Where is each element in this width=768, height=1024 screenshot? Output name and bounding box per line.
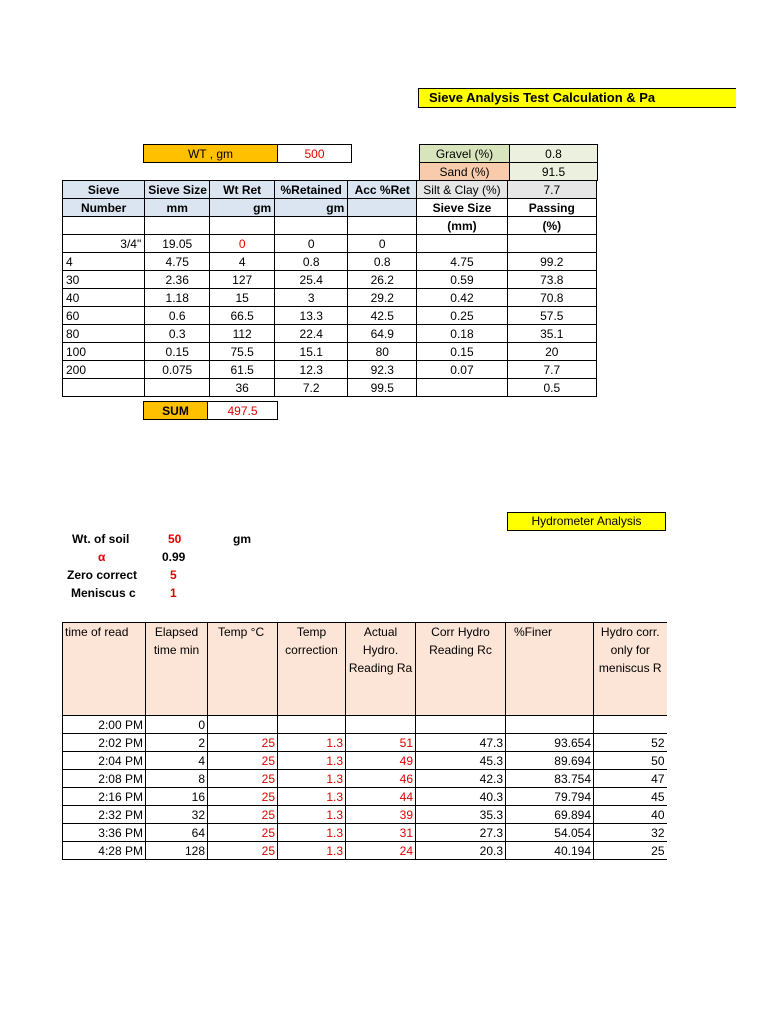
sieve-header-row-1 xyxy=(63,181,597,199)
hydro-temp-cell[interactable]: 25 xyxy=(208,806,278,824)
sieve-row xyxy=(63,343,597,361)
sand-value[interactable]: 91.5 xyxy=(510,163,598,181)
hydrometer-row xyxy=(63,824,667,842)
sieve-acc-cell[interactable]: 29.2 xyxy=(348,289,417,307)
sieve-number-cell[interactable]: 4 xyxy=(63,253,145,271)
param-label-zero-correct: Zero correct xyxy=(67,568,138,582)
sieve-table xyxy=(62,180,597,397)
sieve-passing-cell[interactable]: 57.5 xyxy=(507,307,596,325)
sum-value[interactable]: 497.5 xyxy=(208,402,278,420)
sieve-ret-cell[interactable]: 0.8 xyxy=(275,253,348,271)
sieve-psize-cell[interactable]: 0.07 xyxy=(417,361,507,379)
header-cell: Temp °C xyxy=(208,623,278,716)
hydro-finer-cell[interactable]: 93.654 xyxy=(506,734,594,752)
hydro-ra-cell[interactable]: 31 xyxy=(346,824,416,842)
sieve-number-cell[interactable]: 80 xyxy=(63,325,145,343)
header-cell: %Finer xyxy=(506,623,594,716)
sieve-wt-cell[interactable]: 36 xyxy=(210,379,275,397)
sieve-size-cell[interactable]: 2.36 xyxy=(145,271,210,289)
sieve-number-cell[interactable]: 100 xyxy=(63,343,145,361)
sieve-wt-cell[interactable]: 75.5 xyxy=(210,343,275,361)
silt-clay-label: Silt & Clay (%) xyxy=(417,181,507,199)
param-value-zero-correct[interactable]: 5 xyxy=(170,568,177,582)
sieve-ret-cell[interactable]: 22.4 xyxy=(275,325,348,343)
hydrometer-row xyxy=(63,734,667,752)
hydro-ra-cell[interactable]: 44 xyxy=(346,788,416,806)
empty-cell xyxy=(63,217,145,235)
sieve-passing-cell[interactable]: 0.5 xyxy=(507,379,596,397)
param-unit-wt-soil: gm xyxy=(233,532,251,546)
hydro-r-cell[interactable] xyxy=(594,716,667,734)
sieve-header-row-2 xyxy=(63,199,597,217)
hydrometer-table xyxy=(62,622,667,860)
sand-label: Sand (%) xyxy=(420,163,510,181)
hydro-ra-cell[interactable]: 49 xyxy=(346,752,416,770)
empty-cell xyxy=(145,217,210,235)
hydro-time-cell[interactable]: 2:16 PM xyxy=(63,788,146,806)
sieve-wt-cell[interactable]: 127 xyxy=(210,271,275,289)
hydro-temp-cell[interactable]: 25 xyxy=(208,842,278,860)
sieve-size-cell[interactable] xyxy=(145,379,210,397)
empty-cell xyxy=(210,217,275,235)
header-cell: Corr Hydro Reading Rc xyxy=(416,623,506,716)
hydro-time-cell[interactable]: 2:32 PM xyxy=(63,806,146,824)
hydro-rc-cell[interactable]: 27.3 xyxy=(416,824,506,842)
hydro-finer-cell[interactable]: 89.694 xyxy=(506,752,594,770)
hydro-elapsed-cell[interactable]: 0 xyxy=(146,716,208,734)
sieve-acc-cell[interactable]: 26.2 xyxy=(348,271,417,289)
sieve-acc-cell[interactable]: 92.3 xyxy=(348,361,417,379)
sieve-row xyxy=(63,253,597,271)
sieve-row xyxy=(63,289,597,307)
hydro-elapsed-cell[interactable]: 128 xyxy=(146,842,208,860)
sieve-psize-cell[interactable]: 0.42 xyxy=(417,289,507,307)
silt-clay-value[interactable]: 7.7 xyxy=(507,181,596,199)
sieve-ret-cell[interactable]: 25.4 xyxy=(275,271,348,289)
param-value-alpha[interactable]: 0.99 xyxy=(162,550,186,564)
hydro-elapsed-cell[interactable]: 2 xyxy=(146,734,208,752)
hydrometer-header-row xyxy=(63,623,667,716)
sieve-size-cell[interactable]: 0.075 xyxy=(145,361,210,379)
hydro-time-cell[interactable]: 2:04 PM xyxy=(63,752,146,770)
sieve-row xyxy=(63,379,597,397)
hydro-tcorr-cell[interactable]: 1.3 xyxy=(278,770,346,788)
sieve-row xyxy=(63,325,597,343)
sieve-acc-cell[interactable]: 80 xyxy=(348,343,417,361)
sieve-size-cell[interactable]: 0.15 xyxy=(145,343,210,361)
hydro-temp-cell[interactable]: 25 xyxy=(208,788,278,806)
header-cell: Elapsed time min xyxy=(146,623,208,716)
sieve-size-cell[interactable]: 0.6 xyxy=(145,307,210,325)
hydro-r-cell[interactable]: 50 xyxy=(594,752,667,770)
hydro-rc-cell[interactable]: 20.3 xyxy=(416,842,506,860)
sheet-title: Sieve Analysis Test Calculation & Pa xyxy=(418,88,736,108)
header-cell: Sieve xyxy=(63,181,145,199)
hydro-time-cell[interactable]: 4:28 PM xyxy=(63,842,146,860)
hydro-finer-cell[interactable]: 83.754 xyxy=(506,770,594,788)
sieve-psize-cell[interactable]: 0.59 xyxy=(417,271,507,289)
sieve-acc-cell[interactable]: 0.8 xyxy=(348,253,417,271)
hydro-rc-cell[interactable]: 35.3 xyxy=(416,806,506,824)
header-cell xyxy=(348,199,417,217)
header-cell: Sieve Size xyxy=(145,181,210,199)
sieve-number-cell[interactable]: 40 xyxy=(63,289,145,307)
header-cell: gm xyxy=(275,199,348,217)
sieve-acc-cell[interactable]: 0 xyxy=(348,235,417,253)
hydro-tcorr-cell[interactable]: 1.3 xyxy=(278,806,346,824)
sum-table xyxy=(143,401,278,420)
sieve-passing-cell[interactable] xyxy=(507,235,596,253)
hydro-time-cell[interactable]: 3:36 PM xyxy=(63,824,146,842)
header-cell: gm xyxy=(210,199,275,217)
hydro-rc-cell[interactable]: 40.3 xyxy=(416,788,506,806)
sieve-size-cell[interactable]: 19.05 xyxy=(145,235,210,253)
sieve-psize-cell[interactable]: 0.18 xyxy=(417,325,507,343)
hydro-r-cell[interactable]: 25 xyxy=(594,842,667,860)
sieve-number-cell[interactable]: 3/4" xyxy=(63,235,145,253)
sieve-passing-cell[interactable]: 73.8 xyxy=(507,271,596,289)
hydro-temp-cell[interactable]: 25 xyxy=(208,770,278,788)
sieve-number-cell[interactable]: 60 xyxy=(63,307,145,325)
header-cell: Acc %Ret xyxy=(348,181,417,199)
soil-summary-table xyxy=(419,144,598,181)
sieve-wt-cell[interactable]: 66.5 xyxy=(210,307,275,325)
wt-value[interactable]: 500 xyxy=(278,145,352,163)
hydro-rc-cell[interactable]: 47.3 xyxy=(416,734,506,752)
hydro-ra-cell[interactable] xyxy=(346,716,416,734)
hydro-ra-cell[interactable]: 39 xyxy=(346,806,416,824)
sieve-wt-cell[interactable]: 4 xyxy=(210,253,275,271)
hydro-time-cell[interactable]: 2:08 PM xyxy=(63,770,146,788)
sieve-ret-cell[interactable]: 12.3 xyxy=(275,361,348,379)
hydro-finer-cell[interactable]: 79.794 xyxy=(506,788,594,806)
header-cell: Passing xyxy=(507,199,596,217)
hydrometer-row xyxy=(63,788,667,806)
sieve-header-row-3 xyxy=(63,217,597,235)
sieve-ret-cell[interactable]: 0 xyxy=(275,235,348,253)
hydro-r-cell[interactable]: 47 xyxy=(594,770,667,788)
empty-cell xyxy=(348,217,417,235)
param-label-meniscus: Meniscus c xyxy=(71,586,136,600)
sieve-acc-cell[interactable]: 99.5 xyxy=(348,379,417,397)
hydro-rc-cell[interactable] xyxy=(416,716,506,734)
header-cell: Sieve Size xyxy=(417,199,507,217)
sieve-acc-cell[interactable]: 64.9 xyxy=(348,325,417,343)
hydro-finer-cell[interactable]: 40.194 xyxy=(506,842,594,860)
hydro-rc-cell[interactable]: 45.3 xyxy=(416,752,506,770)
param-value-meniscus[interactable]: 1 xyxy=(170,586,177,600)
hydro-elapsed-cell[interactable]: 64 xyxy=(146,824,208,842)
sieve-row xyxy=(63,235,597,253)
hydro-ra-cell[interactable]: 46 xyxy=(346,770,416,788)
hydrometer-title: Hydrometer Analysis xyxy=(507,512,666,531)
header-cell: Actual Hydro. Reading Ra xyxy=(346,623,416,716)
sieve-psize-cell[interactable] xyxy=(417,379,507,397)
sieve-psize-cell[interactable] xyxy=(417,235,507,253)
hydro-time-cell[interactable]: 2:02 PM xyxy=(63,734,146,752)
hydro-tcorr-cell[interactable]: 1.3 xyxy=(278,824,346,842)
sieve-number-cell[interactable] xyxy=(63,379,145,397)
hydro-tcorr-cell[interactable]: 1.3 xyxy=(278,842,346,860)
hydrometer-row xyxy=(63,770,667,788)
sieve-wt-cell[interactable]: 0 xyxy=(210,235,275,253)
sieve-wt-cell[interactable]: 61.5 xyxy=(210,361,275,379)
hydro-temp-cell[interactable]: 25 xyxy=(208,734,278,752)
hydro-r-cell[interactable]: 32 xyxy=(594,824,667,842)
header-cell: Number xyxy=(63,199,145,217)
hydro-tcorr-cell[interactable]: 1.3 xyxy=(278,734,346,752)
hydro-tcorr-cell[interactable] xyxy=(278,716,346,734)
sum-label: SUM xyxy=(144,402,208,420)
hydro-finer-cell[interactable] xyxy=(506,716,594,734)
header-cell: Hydro corr. only for meniscus R xyxy=(594,623,667,716)
hydro-elapsed-cell[interactable]: 16 xyxy=(146,788,208,806)
hydro-ra-cell[interactable]: 24 xyxy=(346,842,416,860)
sieve-ret-cell[interactable]: 7.2 xyxy=(275,379,348,397)
sieve-size-cell[interactable]: 0.3 xyxy=(145,325,210,343)
gravel-value[interactable]: 0.8 xyxy=(510,145,598,163)
sieve-passing-cell[interactable]: 7.7 xyxy=(507,361,596,379)
hydro-r-cell[interactable]: 52 xyxy=(594,734,667,752)
hydro-elapsed-cell[interactable]: 8 xyxy=(146,770,208,788)
gravel-label: Gravel (%) xyxy=(420,145,510,163)
hydrometer-row xyxy=(63,842,667,860)
hydro-temp-cell[interactable]: 25 xyxy=(208,752,278,770)
sieve-row xyxy=(63,307,597,325)
sieve-number-cell[interactable]: 200 xyxy=(63,361,145,379)
hydro-finer-cell[interactable]: 54.054 xyxy=(506,824,594,842)
hydro-finer-cell[interactable]: 69.894 xyxy=(506,806,594,824)
sieve-size-cell[interactable]: 4.75 xyxy=(145,253,210,271)
hydro-temp-cell[interactable]: 25 xyxy=(208,824,278,842)
sieve-row xyxy=(63,361,597,379)
hydro-tcorr-cell[interactable]: 1.3 xyxy=(278,752,346,770)
sieve-ret-cell[interactable]: 13.3 xyxy=(275,307,348,325)
header-cell: Wt Ret xyxy=(210,181,275,199)
header-cell: (%) xyxy=(507,217,596,235)
sieve-passing-cell[interactable]: 99.2 xyxy=(507,253,596,271)
hydro-rc-cell[interactable]: 42.3 xyxy=(416,770,506,788)
hydro-temp-cell[interactable] xyxy=(208,716,278,734)
sieve-psize-cell[interactable]: 0.25 xyxy=(417,307,507,325)
sieve-number-cell[interactable]: 30 xyxy=(63,271,145,289)
hydro-elapsed-cell[interactable]: 4 xyxy=(146,752,208,770)
header-cell: time of read xyxy=(63,623,146,716)
header-cell: (mm) xyxy=(417,217,507,235)
header-cell: Temp correction xyxy=(278,623,346,716)
hydrometer-row xyxy=(63,752,667,770)
header-cell: %Retained xyxy=(275,181,348,199)
hydro-r-cell[interactable]: 40 xyxy=(594,806,667,824)
wt-label: WT , gm xyxy=(144,145,278,163)
sieve-acc-cell[interactable]: 42.5 xyxy=(348,307,417,325)
hydro-elapsed-cell[interactable]: 32 xyxy=(146,806,208,824)
sieve-wt-cell[interactable]: 112 xyxy=(210,325,275,343)
sieve-row xyxy=(63,271,597,289)
sieve-ret-cell[interactable]: 15.1 xyxy=(275,343,348,361)
hydrometer-row xyxy=(63,716,667,734)
hydro-time-cell[interactable]: 2:00 PM xyxy=(63,716,146,734)
sieve-ret-cell[interactable]: 3 xyxy=(275,289,348,307)
header-cell: mm xyxy=(145,199,210,217)
param-label-wt-soil: Wt. of soil xyxy=(72,532,130,546)
sieve-size-cell[interactable]: 1.18 xyxy=(145,289,210,307)
param-label-alpha: α xyxy=(98,550,106,564)
sieve-passing-cell[interactable]: 20 xyxy=(507,343,596,361)
hydro-r-cell[interactable]: 45 xyxy=(594,788,667,806)
sieve-psize-cell[interactable]: 0.15 xyxy=(417,343,507,361)
hydrometer-row xyxy=(63,806,667,824)
wt-table xyxy=(143,144,352,163)
empty-cell xyxy=(275,217,348,235)
param-value-wt-soil[interactable]: 50 xyxy=(168,532,182,546)
sieve-wt-cell[interactable]: 15 xyxy=(210,289,275,307)
hydro-ra-cell[interactable]: 51 xyxy=(346,734,416,752)
sieve-passing-cell[interactable]: 35.1 xyxy=(507,325,596,343)
hydro-tcorr-cell[interactable]: 1.3 xyxy=(278,788,346,806)
sieve-psize-cell[interactable]: 4.75 xyxy=(417,253,507,271)
sieve-passing-cell[interactable]: 70.8 xyxy=(507,289,596,307)
